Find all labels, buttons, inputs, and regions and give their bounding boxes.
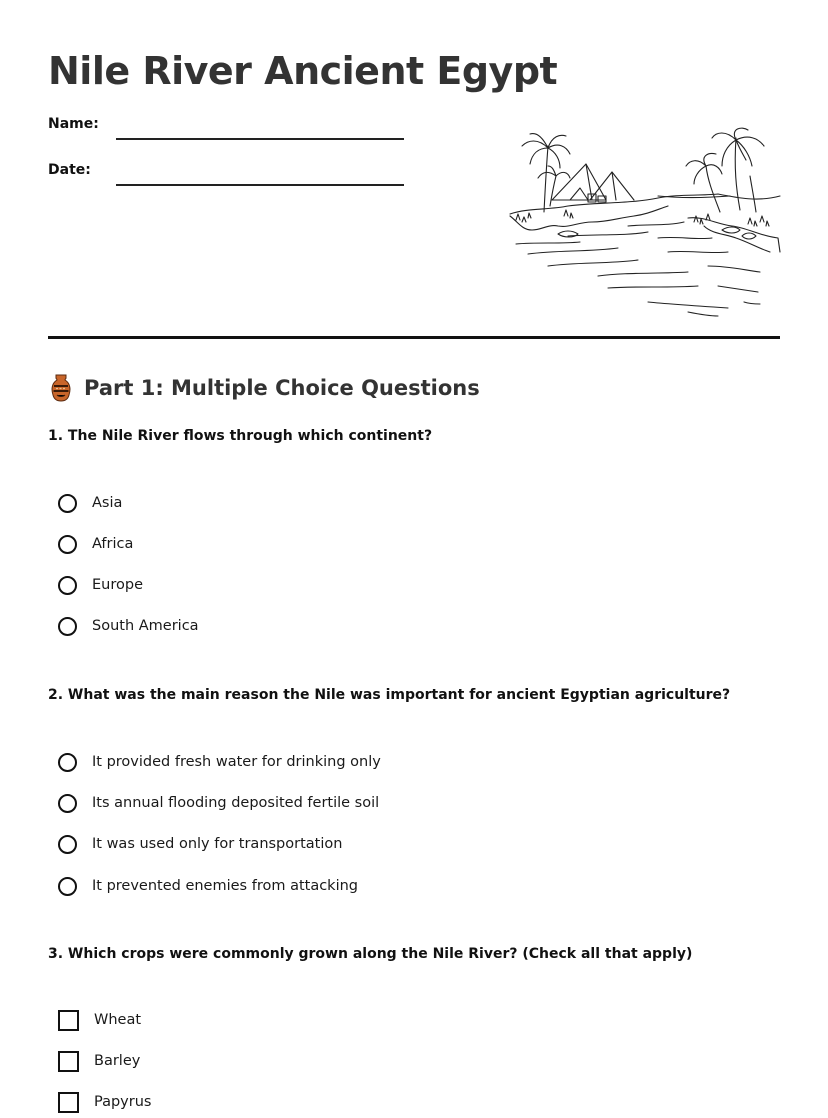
date-field[interactable]: [48, 160, 408, 188]
part1-heading: [48, 370, 480, 406]
checkbox[interactable]: [58, 1092, 79, 1113]
question-2-text: 2. What was the main reason the Nile was important for ancient Egyptian agriculture?: [48, 687, 731, 703]
section-divider: [48, 336, 780, 339]
question-3-text: 3. Which crops were commonly grown along the Nile River? (Check all that apply): [48, 946, 693, 962]
checkbox[interactable]: [58, 1051, 79, 1072]
q1-option-africa[interactable]: [58, 532, 133, 556]
radio-button[interactable]: [58, 877, 77, 896]
radio-button[interactable]: [58, 535, 77, 554]
part1-title: Part 1: Multiple Choice Questions: [84, 376, 480, 400]
option-label: Africa: [92, 536, 134, 552]
question-1-text: 1. The Nile River flows through which continent?: [48, 428, 433, 444]
q1-option-asia[interactable]: [58, 491, 122, 515]
radio-button[interactable]: [58, 576, 77, 595]
option-label: Papyrus: [94, 1094, 152, 1110]
q1-option-europe[interactable]: [58, 573, 143, 597]
date-label: Date:: [48, 162, 91, 178]
q2-option-2[interactable]: [58, 791, 379, 815]
radio-button[interactable]: [58, 494, 77, 513]
option-label: It prevented enemies from attacking: [92, 878, 359, 894]
name-line[interactable]: [116, 138, 404, 140]
q2-option-1[interactable]: [58, 750, 381, 774]
q3-option-barley[interactable]: [58, 1049, 140, 1073]
option-label: Asia: [92, 495, 123, 511]
radio-button[interactable]: [58, 753, 77, 772]
option-label: Barley: [94, 1053, 141, 1069]
option-label: It provided fresh water for drinking only: [92, 754, 381, 770]
radio-button[interactable]: [58, 794, 77, 813]
q1-option-south-america[interactable]: [58, 614, 199, 638]
option-label: South America: [92, 618, 199, 634]
radio-button[interactable]: [58, 617, 77, 636]
q2-option-4[interactable]: [58, 874, 358, 898]
name-label: Name:: [48, 116, 99, 132]
option-label: Europe: [92, 577, 143, 593]
q3-option-papyrus[interactable]: [58, 1090, 151, 1114]
option-label: Its annual flooding deposited fertile soil: [92, 795, 380, 811]
option-label: Wheat: [94, 1012, 142, 1028]
date-line[interactable]: [116, 184, 404, 186]
q2-option-3[interactable]: [58, 832, 342, 856]
q3-option-wheat[interactable]: [58, 1008, 141, 1032]
amphora-icon: [48, 373, 74, 403]
nile-river-illustration: [508, 126, 782, 318]
checkbox[interactable]: [58, 1010, 79, 1031]
option-label: It was used only for transportation: [92, 836, 343, 852]
page-title: Nile River Ancient Egypt: [48, 49, 558, 93]
name-field[interactable]: [48, 114, 408, 142]
radio-button[interactable]: [58, 835, 77, 854]
